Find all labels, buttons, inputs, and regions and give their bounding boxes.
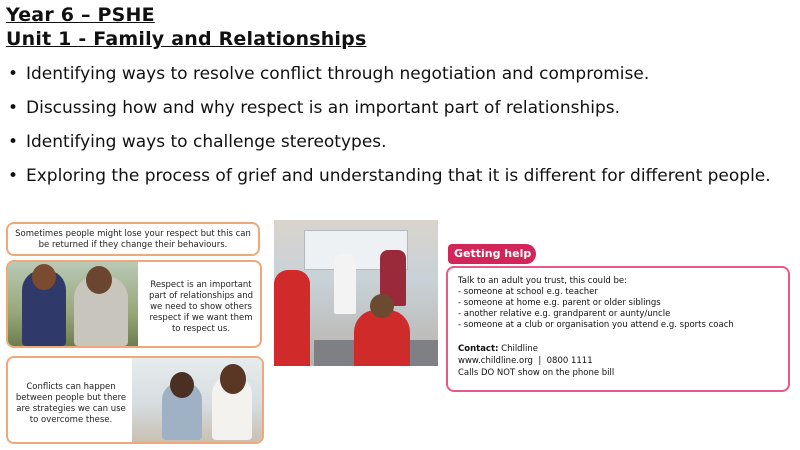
contact-details: [458, 355, 778, 367]
respect-note-text: Sometimes people might lose your respect but this can be returned if they change their behaviours.: [15, 229, 251, 250]
getting-help-badge: Getting help: [448, 244, 536, 264]
call-note: Calls DO NOT show on the phone bill: [458, 368, 615, 378]
help-item: - someone at a club or organisation you attend e.g. sports coach: [458, 320, 734, 330]
help-item: - another relative e.g. grandparent or aunty/uncle: [458, 309, 671, 319]
contact-label: Contact:: [458, 344, 499, 354]
separator: |: [538, 356, 542, 366]
objective-item: • Identifying ways to resolve conflict through negotiation and compromise.: [6, 62, 796, 86]
conflict-text: Conflicts can happen between people but there are strategies we can use to overcome these.: [15, 382, 127, 425]
respect-text: Respect is an important part of relationships and we need to show others respect if we want them to respect us.: [148, 280, 254, 334]
objective-item: • Discussing how and why respect is an important part of relationships.: [6, 96, 796, 120]
phone-number: 0800 1111: [546, 356, 593, 366]
help-item: - someone at school e.g. teacher: [458, 287, 598, 297]
objective-item: • Identifying ways to challenge stereotypes.: [6, 130, 796, 154]
objective-item: • Exploring the process of grief and understanding that it is different for different people.: [6, 164, 796, 188]
objectives-list: [6, 62, 796, 198]
respect-note-card: [6, 222, 260, 256]
help-intro: Talk to an adult you trust, this could be:: [458, 276, 628, 286]
conflict-card: [6, 356, 264, 444]
friends-photo: [8, 262, 138, 346]
page-title: Year 6 – PSHE: [6, 4, 155, 26]
contact-name: Childline: [501, 344, 538, 354]
contact-line: [458, 343, 778, 355]
respect-card: [6, 260, 262, 348]
classroom-photo: [274, 220, 438, 366]
getting-help-card: [446, 266, 790, 392]
help-item: - someone at home e.g. parent or older siblings: [458, 298, 661, 308]
unit-title: Unit 1 - Family and Relationships: [6, 28, 367, 50]
website-link[interactable]: www.childline.org: [458, 356, 533, 366]
conversation-photo: [132, 358, 264, 442]
